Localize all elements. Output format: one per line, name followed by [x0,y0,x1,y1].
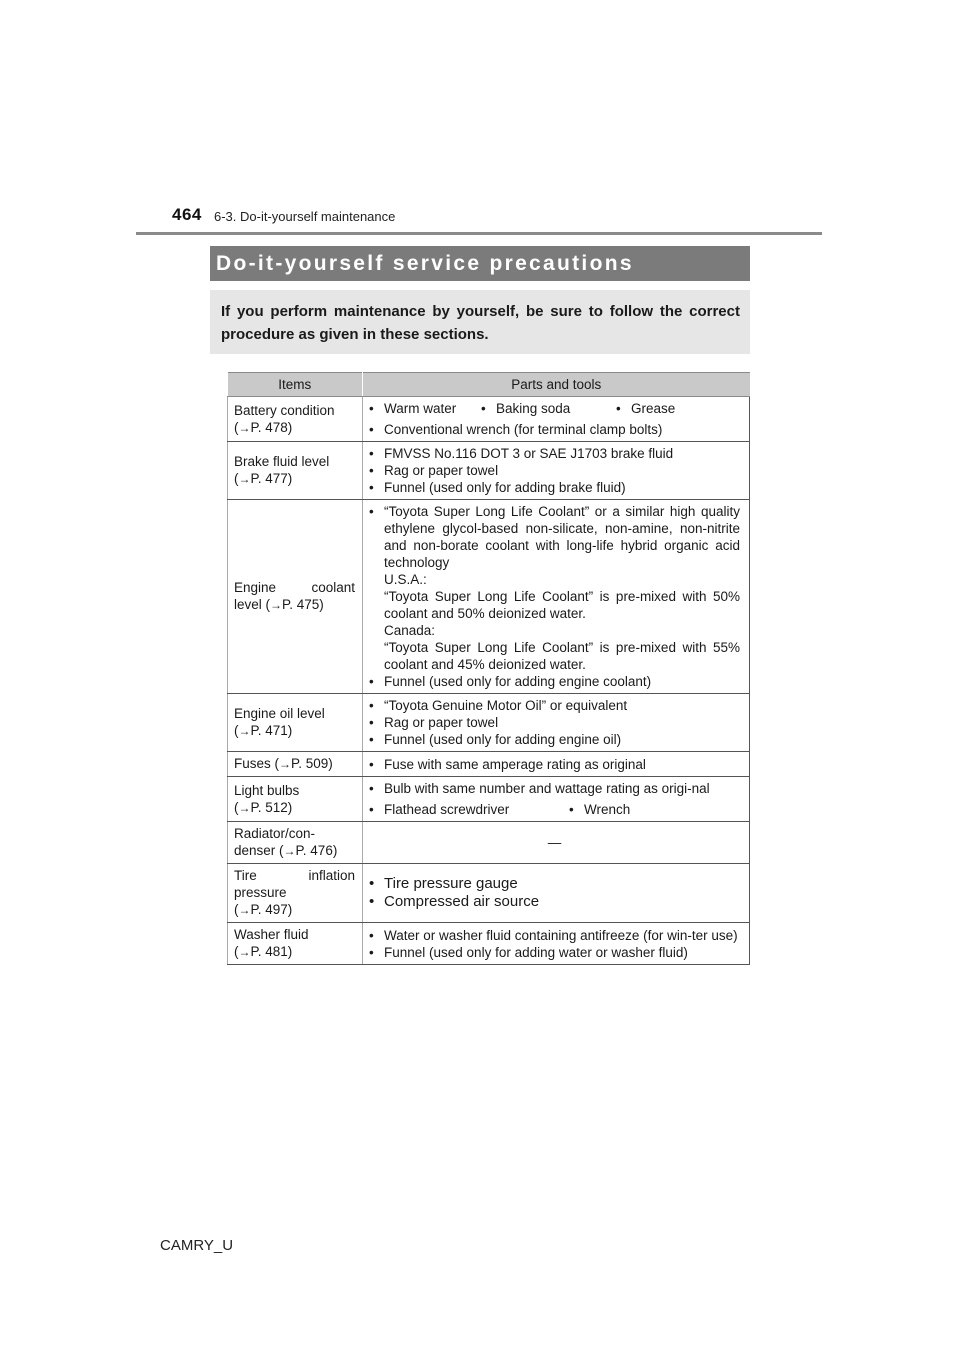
tools-cell [363,864,750,923]
page-number: 464 [172,205,202,224]
list-item: • Baking soda [481,400,616,417]
item-cell: Engine oil level (→P. 471) [228,694,363,752]
item-label: Light bulbs [234,782,300,798]
region-text: “Toyota Super Long Life Coolant” is pre-mixed with 55% coolant and 45% deionized water. [384,640,740,672]
table-row [228,822,750,864]
intro-text: If you perform maintenance by yourself, be sure to follow the correct procedure as given in these sections. [210,290,750,354]
arrow-icon: → [238,472,251,486]
page-title: Do-it-yourself service precautions [210,246,750,281]
list-item: • Funnel (used only for adding engine coolant) [369,673,740,690]
item-cell: Tire inflation pressure (→P. 497) [228,864,363,923]
arrow-icon: → [238,903,251,917]
list-item: • Funnel (used only for adding engine oil) [369,731,740,748]
list-item: • Tire pressure gauge [369,875,740,893]
item-cell: Light bulbs (→P. 512) [228,777,363,822]
table-row [228,923,750,965]
item-label: Engine coolant [234,580,355,595]
empty-dash: — [547,835,562,850]
column-header-parts: Parts and tools [363,373,750,397]
tools-cell [363,442,750,500]
list-item: • Conventional wrench (for terminal clamp bolts) [369,421,740,438]
page-ref-link[interactable]: P. 497) [250,902,293,917]
list-item: • Flathead screwdriver [369,801,569,818]
page-ref-link[interactable]: P. 477) [250,471,293,486]
table-header-row [228,373,750,397]
list-item: • Compressed air source [369,893,740,911]
list-item: • Bulb with same number and wattage rating as origi-nal [369,780,740,797]
list-item: • Water or washer fluid containing antifreeze (for win-ter use) [369,927,740,944]
arrow-icon: → [270,598,283,612]
item-label: Fuses ( [234,756,280,771]
table-row [228,500,750,694]
item-label: Tire inflation [234,868,355,883]
column-header-items: Items [228,373,363,397]
item-cell [228,752,363,777]
table-row [228,694,750,752]
table-row [228,397,750,442]
list-item: • Funnel (used only for adding water or washer fluid) [369,944,740,961]
item-cell: Washer fluid (→P. 481) [228,923,363,965]
arrow-icon: → [283,844,296,858]
arrow-icon: → [238,420,251,435]
list-item: • Funnel (used only for adding brake fluid) [369,479,740,496]
tools-cell [363,822,750,864]
list-item: • Wrench [569,801,630,818]
list-item: • “Toyota Genuine Motor Oil” or equivalent [369,697,740,714]
header-rule [136,232,822,235]
table-row [228,752,750,777]
page-ref-link[interactable]: P. 476) [295,843,338,858]
list-item: • Warm water [369,400,481,417]
arrow-icon: → [238,945,251,959]
item-label: pressure [234,885,287,900]
item-label: Battery condition [234,402,335,418]
tools-cell [363,397,750,442]
tools-cell [363,777,750,822]
tools-cell [363,500,750,694]
page-ref-link[interactable]: P. 481) [250,944,293,959]
footer-code: CAMRY_U [160,1237,234,1254]
region-label: Canada: [384,623,436,638]
item-label: Washer fluid [234,927,309,942]
page-ref-link[interactable]: P. 471) [250,723,293,738]
arrow-icon: → [238,724,251,738]
page-ref-link[interactable]: P. 478) [250,419,293,435]
list-item: • Grease [616,400,675,417]
region-text: “Toyota Super Long Life Coolant” is pre-mixed with 50% coolant and 50% deionized water. [384,589,740,621]
item-label: denser ( [234,843,284,858]
table-row [228,442,750,500]
item-cell: Brake fluid level (→P. 477) [228,442,363,500]
region-label: U.S.A.: [384,572,427,587]
list-item: • FMVSS No.116 DOT 3 or SAE J1703 brake fluid [369,445,740,462]
item-label: Engine oil level [234,706,325,721]
item-label: Radiator/con- [234,826,316,841]
parts-table [227,372,750,965]
list-item: • “Toyota Super Long Life Coolant” or a similar high quality ethylene glycol-based non-silicate, non-amine, non-nitrite and non-borate coolant with long-life hybrid organic acid technology [369,503,740,571]
arrow-icon: → [279,757,292,771]
tools-cell [363,752,750,777]
item-label: Brake fluid level [234,454,330,469]
item-cell [228,822,363,864]
arrow-icon: → [238,800,251,815]
table-row [228,777,750,822]
tools-cell [363,923,750,965]
table-row [228,864,750,923]
tools-cell [363,694,750,752]
list-item: • Rag or paper towel [369,462,740,479]
page-ref-link[interactable]: P. 475) [282,597,324,612]
section-label: 6-3. Do-it-yourself maintenance [214,209,396,224]
item-cell [228,500,363,694]
page-ref-link[interactable]: P. 509) [291,756,333,771]
list-item: • Rag or paper towel [369,714,740,731]
item-cell: Battery condition (→P. 478) [228,397,363,442]
item-label: level ( [234,597,271,612]
page-ref-link[interactable]: P. 512) [250,799,293,815]
list-item: • Fuse with same amperage rating as original [369,756,740,773]
